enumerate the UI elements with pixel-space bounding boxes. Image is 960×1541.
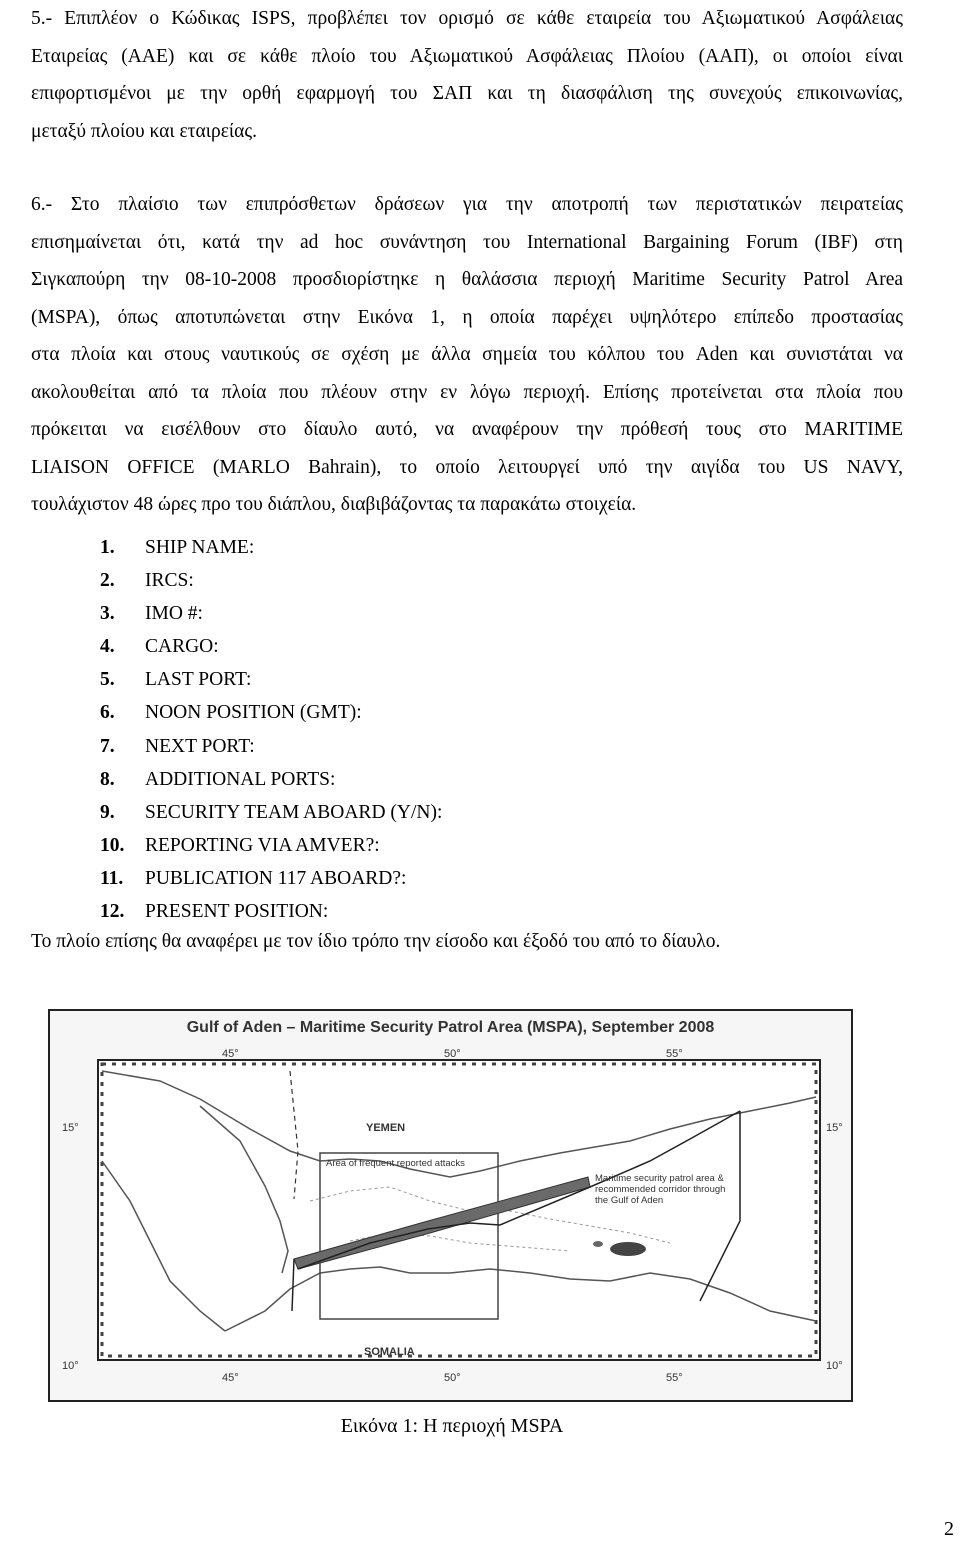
paragraph-5: [31, 0, 903, 150]
list-item: [100, 564, 442, 597]
lat-label-left: 15°: [62, 1122, 79, 1134]
map-title: Gulf of Aden – Maritime Security Patrol Area (MSPA), September 2008: [186, 1019, 715, 1036]
lon-label-top: 50°: [444, 1048, 461, 1060]
lon-label-top: 55°: [666, 1048, 683, 1060]
paragraph-line: ακολουθείται από τα πλοία που πλέουν στην εν λόγω περιοχή. Επίσης προτείνεται στα πλοία που: [31, 381, 903, 403]
list-text: SHIP NAME:: [145, 537, 255, 558]
list-number: 12.: [100, 901, 125, 923]
mspa-map-figure: [48, 1009, 853, 1402]
list-item: [100, 630, 442, 663]
paragraph-line: μεταξύ πλοίου και εταιρείας.: [31, 120, 257, 142]
paragraph-line: επισημαίνεται ότι, κατά την ad hoc συνάντηση του International Bargaining Forum (IBF) στη: [31, 231, 903, 253]
corridor-label-line: recommended corridor through: [595, 1184, 726, 1195]
paragraph-line: LIAISON OFFICE (MARLO Bahrain), το οποίο λειτουργεί υπό την αιγίδα του US NAVY,: [31, 456, 903, 478]
list-item: [100, 895, 442, 928]
list-text: LAST PORT:: [145, 669, 252, 691]
list-number: 2.: [100, 570, 115, 592]
paragraph-line: πρόκειται να εισέλθουν στο δίαυλο αυτό, να αναφέρουν την πρόθεσή τους στο MARITIME: [31, 419, 903, 440]
list-text: ADDITIONAL PORTS:: [145, 768, 336, 790]
list-item: [100, 663, 442, 696]
list-text: REPORTING VIA AMVER?:: [145, 834, 380, 856]
list-item: [100, 730, 442, 763]
list-item: [100, 531, 442, 564]
paragraph-line: Εταιρείας (ΑΑΕ) και σε κάθε πλοίο του Αξιωματικού Ασφάλειας Πλοίου (ΑΑΠ), οι οποίοι είναι: [31, 45, 903, 67]
page-number: 2: [944, 1518, 954, 1540]
paragraph-line: επιφορτισμένοι με την ορθή εφαρμογή του ΣΑΠ και τη διασφάλιση της συνεχούς επικοινωνίας,: [31, 83, 903, 104]
list-number: 9.: [100, 801, 115, 823]
paragraph-line: στα πλοία και στους ναυτικούς σε σχέση με άλλα σημεία του κόλπου του Aden και συνιστάται να: [31, 344, 903, 365]
paragraph-line: τουλάχιστον 48 ώρες προ του διάπλου, διαβιβάζοντας τα παρακάτω στοιχεία.: [31, 494, 637, 515]
list-text: NEXT PORT:: [145, 735, 255, 757]
list-item: [100, 829, 442, 862]
list-text: IMO #:: [145, 603, 203, 625]
corridor-label-line: Maritime security patrol area &: [595, 1173, 724, 1184]
island: [593, 1241, 603, 1247]
attack-area-label: Area of frequent reported attacks: [326, 1158, 465, 1169]
list-text: PUBLICATION 117 ABOARD?:: [145, 867, 407, 889]
list-number: 7.: [100, 735, 115, 757]
list-item: [100, 597, 442, 630]
map-graphic: [50, 1011, 851, 1400]
list-text: PRESENT POSITION:: [145, 901, 329, 923]
map-frame: [98, 1060, 820, 1360]
lat-label-left: 10°: [62, 1360, 79, 1372]
lon-label-bottom: 45°: [222, 1372, 239, 1384]
list-item: [100, 763, 442, 796]
list-number: 5.: [100, 669, 115, 691]
yemen-label: YEMEN: [366, 1122, 406, 1134]
list-item: [100, 796, 442, 829]
list-item: [100, 696, 442, 729]
paragraph-line: 5.- Επιπλέον ο Κώδικας ISPS, προβλέπει τον ορισμό σε κάθε εταιρεία του Αξιωματικού Ασφάλειας: [31, 8, 903, 29]
list-number: 4.: [100, 636, 115, 658]
lon-label-bottom: 55°: [666, 1372, 683, 1384]
list-number: 1.: [100, 537, 115, 558]
list-number: 3.: [100, 603, 115, 625]
closing-sentence: Το πλοίο επίσης θα αναφέρει με τον ίδιο τρόπο την είσοδο και έξοδό του από το δίαυλο.: [31, 931, 721, 952]
somalia-label: SOMALIA: [364, 1346, 415, 1358]
report-items-list: [100, 531, 442, 928]
corridor-label-line: the Gulf of Aden: [595, 1195, 664, 1206]
list-number: 11.: [100, 867, 124, 889]
list-number: 6.: [100, 702, 115, 724]
socotra-island: [610, 1242, 646, 1256]
list-text: CARGO:: [145, 636, 219, 658]
lon-label-top: 45°: [222, 1048, 239, 1060]
paragraph-line: 6.- Στο πλαίσιο των επιπρόσθετων δράσεων για την αποτροπή των περιστατικών πειρατείας: [31, 194, 903, 215]
lon-label-bottom: 50°: [444, 1372, 461, 1384]
list-number: 10.: [100, 834, 125, 856]
paragraph-6: [31, 186, 903, 524]
figure-caption: Εικόνα 1: Η περιοχή MSPA: [340, 1415, 564, 1437]
list-item: [100, 862, 442, 895]
paragraph-line: Σιγκαπούρη την 08-10-2008 προσδιορίστηκε η θαλάσσια περιοχή Maritime Security Patrol Area: [31, 269, 903, 290]
list-text: NOON POSITION (GMT):: [145, 702, 362, 724]
lat-label-right: 15°: [826, 1122, 843, 1134]
list-text: IRCS:: [145, 570, 194, 592]
list-text: SECURITY TEAM ABOARD (Y/N):: [145, 801, 443, 823]
lat-label-right: 10°: [826, 1360, 843, 1372]
paragraph-line: (MSPA), όπως αποτυπώνεται στην Εικόνα 1, η οποία παρέχει υψηλότερο επίπεδο προστασίας: [31, 306, 903, 328]
list-number: 8.: [100, 768, 115, 790]
